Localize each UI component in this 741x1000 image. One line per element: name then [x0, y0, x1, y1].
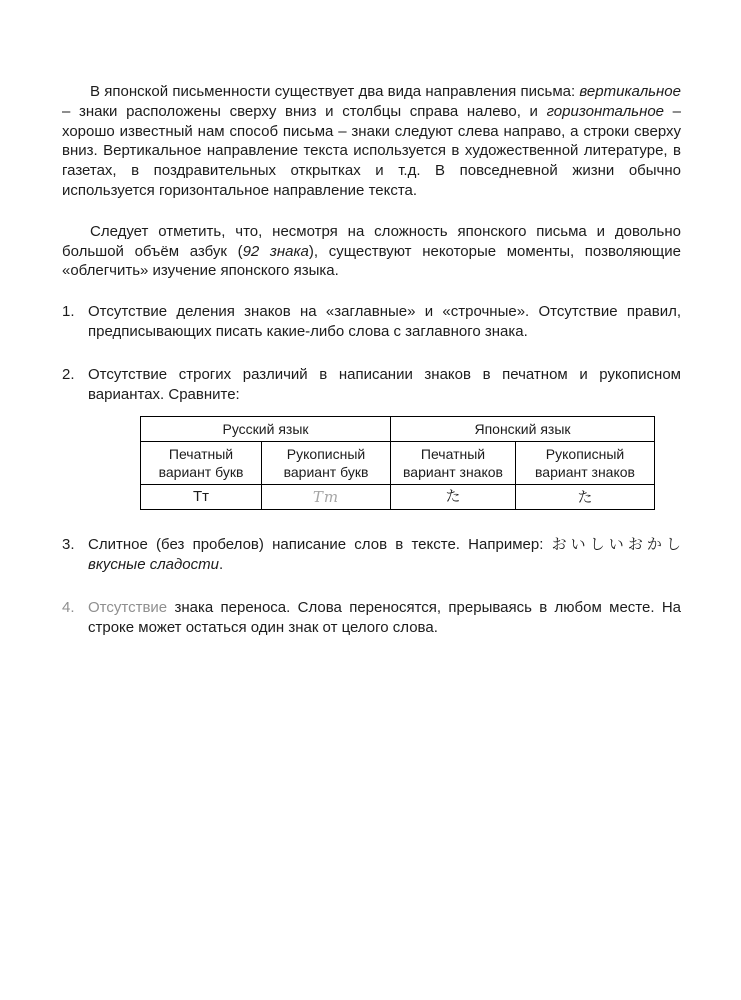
table-header-row	[141, 417, 655, 442]
list-item-4	[62, 598, 681, 638]
paragraph1-text-3: – хорошо известный нам способ письма – знаки следуют слева направо, а строки сверху вниз. Вертикальное направление текста используется в художественной литературе, в газетах, в поздравительных открытках и т.д. В повседневной жизни обычно используется горизонтальное направление текста.	[62, 102, 681, 199]
term-horizontal: горизонтальное	[546, 102, 665, 120]
list-item-4-faded-word: Отсутствие	[88, 598, 175, 616]
paragraph-alphabets-note	[62, 222, 681, 281]
table-subheader-print-signs: Печатный вариант знаков	[391, 442, 516, 485]
list-item-2-body	[88, 365, 681, 513]
table-cell-print-russian: Тт	[141, 485, 262, 510]
paragraph1-text-2: – знаки расположены сверху вниз и столбцы справа налево, и	[62, 102, 547, 120]
table-cell-handwritten-japanese: た	[516, 485, 655, 510]
table-subheader-script-letters: Рукописный вариант букв	[262, 442, 391, 485]
list-item-3-text: Слитное (без пробелов) написание слов в тексте. Например:	[88, 536, 552, 554]
paragraph1-text: В японской письменности существует два вида направления письма:	[90, 83, 580, 100]
list-item-1	[62, 302, 681, 342]
list-item-2-number: 2.	[62, 365, 75, 383]
list-item-4-text: знака переноса. Слова переносятся, прерываясь в любом месте. На строке может остаться один знак от целого слова.	[88, 598, 681, 636]
term-vertical: вертикальное	[579, 83, 681, 100]
list-item-2	[62, 365, 681, 513]
translation-italic: вкусные сладости	[88, 556, 219, 574]
table-header-japanese: Японский язык	[391, 417, 655, 442]
term-92-znaka: 92 знака	[242, 242, 309, 260]
table-subheader-script-signs: Рукописный вариант знаков	[516, 442, 655, 485]
table-subheader-print-letters: Печатный вариант букв	[141, 442, 262, 485]
list-item-3-number: 3.	[62, 536, 75, 554]
table-cell-script-russian: Тт	[262, 485, 391, 510]
paragraph2-text: Следует отметить, что, несмотря на сложность японского письма и довольно большой объём азбук (	[62, 222, 681, 260]
table-header-russian: Русский язык	[141, 417, 391, 442]
list-item-4-number: 4.	[62, 598, 75, 616]
japanese-example-text: おいしいおかし	[551, 536, 681, 554]
table-subheader-row	[141, 442, 655, 485]
table-cell-print-japanese: た	[391, 485, 516, 510]
paragraph-writing-directions	[62, 82, 681, 201]
list-item-1-text: Отсутствие деления знаков на «заглавные» и «строчные». Отсутствие правил, предписывающих писать какие-либо слова с заглавного знака.	[88, 303, 681, 340]
paragraph2-text-2: ), существуют некоторые моменты, позволяющие «облегчить» изучение японского языка.	[62, 242, 681, 280]
list-item-3-body	[88, 535, 681, 575]
list-item-3	[62, 535, 681, 575]
table-value-row	[141, 485, 655, 510]
comparison-table	[140, 416, 655, 510]
list-item-2-text: Отсутствие строгих различий в написании знаков в печатном и рукописном вариантах. Сравните:	[88, 365, 681, 403]
list-item-1-number: 1.	[62, 303, 75, 321]
list-item-3-text-end: .	[219, 556, 224, 574]
list-item-4-body	[88, 598, 681, 638]
